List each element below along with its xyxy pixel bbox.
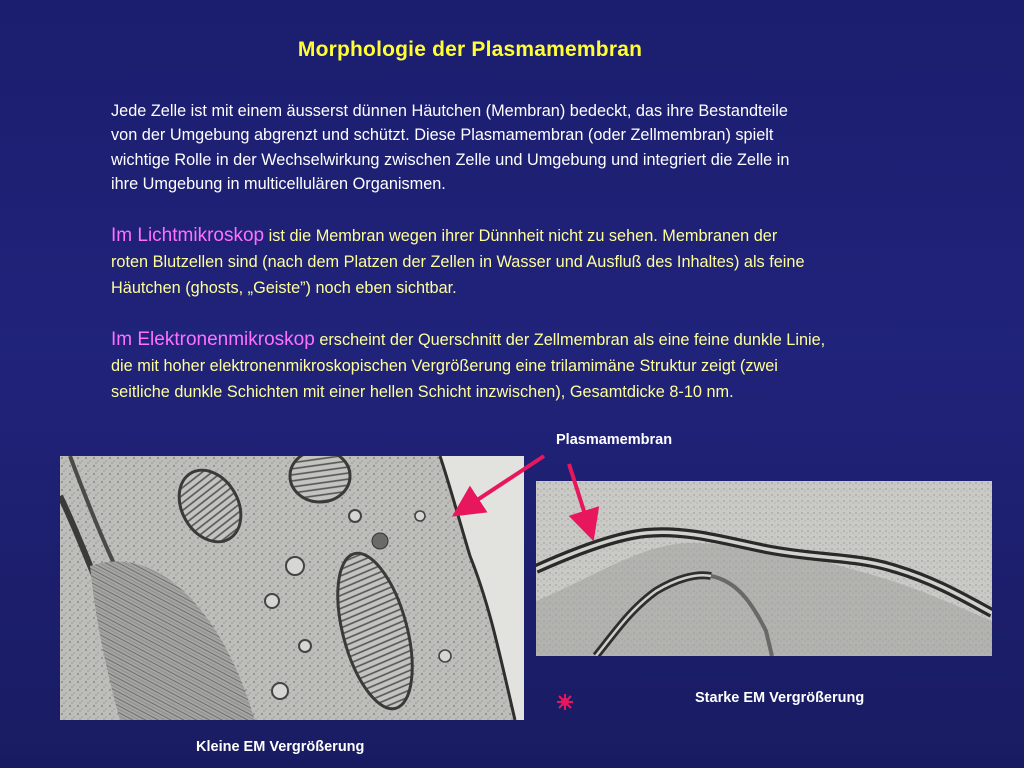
weak-magnification-caption: Kleine EM Vergrößerung <box>196 739 365 755</box>
light-microscope-paragraph <box>111 223 921 301</box>
em-image-high-magnification <box>536 481 992 656</box>
intro-line: von der Umgebung abgrenzt und schützt. Diese Plasmamembran (oder Zellmembran) spielt <box>111 126 774 145</box>
burst-icon <box>556 693 574 711</box>
electron-lead: Im Elektronenmikroskop <box>111 329 315 350</box>
light-line-3: Häutchen (ghosts, „Geiste”) noch eben sichtbar. <box>111 279 457 297</box>
light-lead: Im Lichtmikroskop <box>111 225 265 246</box>
strong-magnification-caption: Starke EM Vergrößerung <box>695 690 865 706</box>
intro-line: ihre Umgebung in multicellulären Organismen. <box>111 174 446 193</box>
electron-line-3: seitliche dunkle Schichten mit einer hellen Schicht inzwischen), Gesamtdicke 8-10 nm. <box>111 383 734 401</box>
intro-line: Jede Zelle ist mit einem äusserst dünnen Häutchen (Membran) bedeckt, das ihre Bestandteile <box>111 102 788 120</box>
em-image-low-magnification <box>60 456 524 720</box>
intro-paragraph <box>111 99 921 196</box>
plasmamembran-label: Plasmamembran <box>556 432 673 448</box>
electron-line-1-rest: erscheint der Querschnitt der Zellmembran als eine feine dunkle Linie, <box>314 331 826 349</box>
light-line-2: roten Blutzellen sind (nach dem Platzen der Zellen in Wasser und Ausfluß des Inhaltes) als feine <box>111 253 805 271</box>
slide-title: Morphologie der Plasmamembran <box>297 38 643 61</box>
electron-line-2: die mit hoher elektronenmikroskopischen Vergrößerung eine trilamimäne Struktur zeigt (zwei <box>111 357 778 375</box>
electron-line-1 <box>111 327 921 353</box>
electron-microscope-paragraph <box>111 327 921 405</box>
light-line-1-rest: ist die Membran wegen ihrer Dünnheit nicht zu sehen. Membranen der <box>264 227 778 245</box>
light-line-1 <box>111 223 921 249</box>
intro-line: wichtige Rolle in der Wechselwirkung zwischen Zelle und Umgebung und integriert die Zelle in <box>111 150 790 169</box>
